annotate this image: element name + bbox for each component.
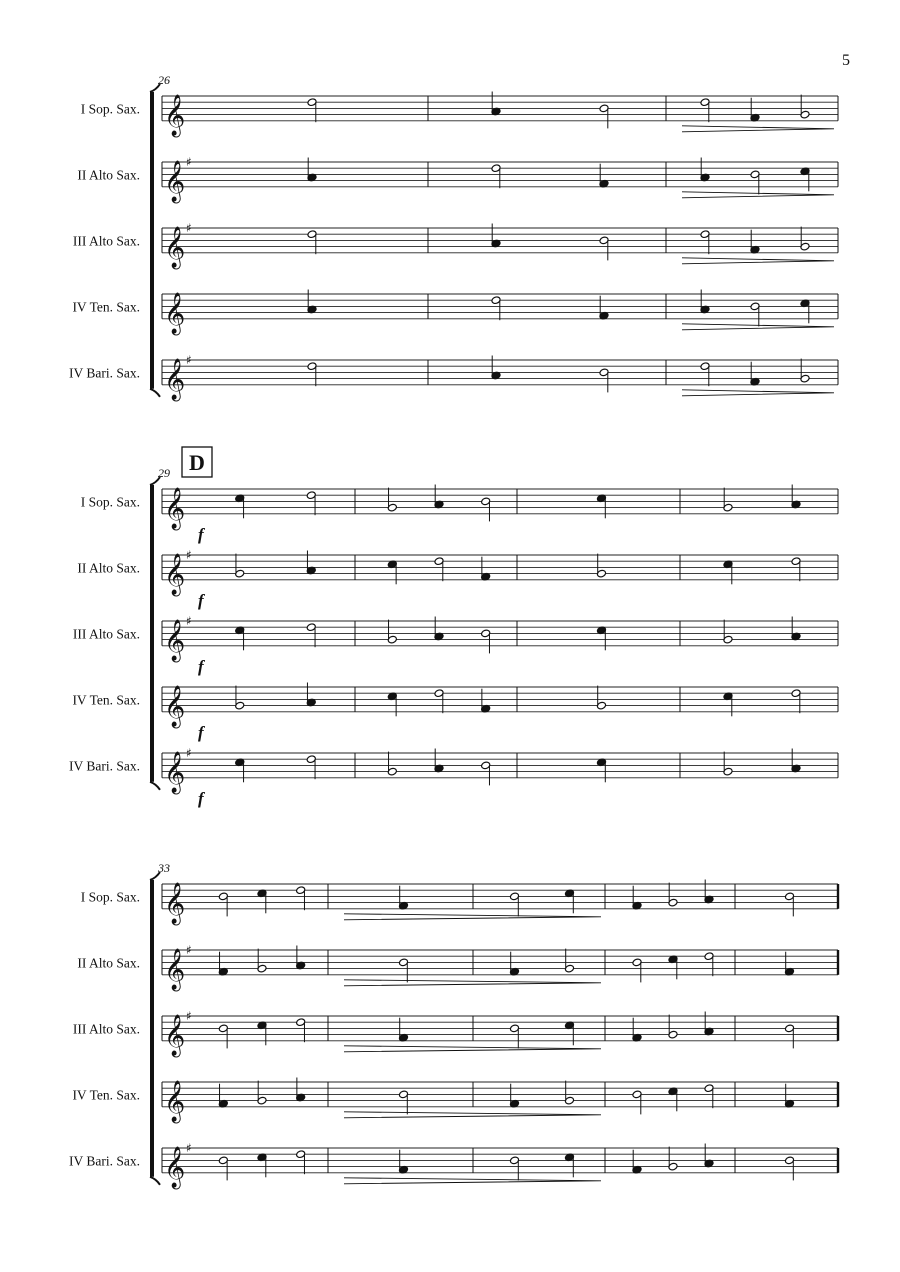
instrument-label: II Alto Sax. bbox=[77, 167, 140, 183]
bracket-bottom bbox=[150, 782, 160, 790]
instrument-label: II Alto Sax. bbox=[77, 560, 140, 576]
measure-number: 29 bbox=[158, 466, 170, 480]
system-1 bbox=[69, 73, 838, 401]
staff-5 bbox=[69, 746, 838, 808]
staff-5 bbox=[69, 1141, 838, 1189]
treble-clef-icon: 𝄞 bbox=[164, 685, 186, 727]
hairpin bbox=[682, 324, 834, 330]
system-2 bbox=[69, 447, 838, 808]
sharp-icon: ♯ bbox=[186, 943, 192, 957]
bracket-top bbox=[150, 477, 160, 485]
sharp-icon: ♯ bbox=[186, 614, 192, 628]
sharp-icon: ♯ bbox=[186, 548, 192, 562]
instrument-label: IV Bari. Sax. bbox=[69, 1153, 140, 1169]
staff-1 bbox=[81, 92, 838, 137]
instrument-label: IV Bari. Sax. bbox=[69, 758, 140, 774]
staff-2 bbox=[77, 943, 838, 991]
instrument-label: III Alto Sax. bbox=[72, 1021, 140, 1037]
dynamic-marking: f bbox=[198, 722, 204, 742]
sharp-icon: ♯ bbox=[186, 746, 192, 760]
instrument-label: I Sop. Sax. bbox=[80, 101, 140, 117]
hairpin bbox=[344, 1178, 601, 1184]
treble-clef-icon: 𝄞 bbox=[164, 1014, 186, 1056]
instrument-label: I Sop. Sax. bbox=[80, 494, 140, 510]
staff-2 bbox=[77, 548, 838, 610]
treble-clef-icon: 𝄞 bbox=[164, 226, 186, 268]
dynamic-marking: f bbox=[198, 656, 204, 676]
dynamic-marking: f bbox=[198, 590, 204, 610]
hairpin bbox=[682, 126, 834, 132]
page-number: 5 bbox=[842, 52, 850, 69]
instrument-label: III Alto Sax. bbox=[72, 626, 140, 642]
system-3 bbox=[69, 861, 838, 1189]
instrument-label: IV Ten. Sax. bbox=[72, 299, 140, 315]
treble-clef-icon: 𝄞 bbox=[164, 160, 186, 202]
rehearsal-mark: D bbox=[189, 450, 205, 475]
hairpin bbox=[344, 980, 601, 986]
hairpin bbox=[682, 192, 834, 198]
sharp-icon: ♯ bbox=[186, 353, 192, 367]
bracket-bottom bbox=[150, 389, 160, 397]
bracket-top bbox=[150, 872, 160, 880]
staff-4 bbox=[72, 290, 838, 335]
treble-clef-icon: 𝄞 bbox=[164, 882, 186, 924]
staff-4 bbox=[72, 683, 838, 742]
treble-clef-icon: 𝄞 bbox=[164, 487, 186, 529]
instrument-label: II Alto Sax. bbox=[77, 955, 140, 971]
treble-clef-icon: 𝄞 bbox=[164, 292, 186, 334]
measure-number: 33 bbox=[158, 861, 170, 875]
staff-5 bbox=[69, 353, 838, 401]
treble-clef-icon: 𝄞 bbox=[164, 553, 186, 595]
treble-clef-icon: 𝄞 bbox=[164, 751, 186, 793]
staff-3 bbox=[73, 1009, 838, 1057]
instrument-label: IV Ten. Sax. bbox=[72, 692, 140, 708]
instrument-label: IV Ten. Sax. bbox=[72, 1087, 140, 1103]
staff-2 bbox=[77, 155, 838, 203]
hairpin bbox=[344, 1112, 601, 1118]
sharp-icon: ♯ bbox=[186, 1009, 192, 1023]
staff-1 bbox=[81, 485, 838, 544]
bracket-top bbox=[150, 84, 160, 92]
sharp-icon: ♯ bbox=[186, 221, 192, 235]
measure-number: 26 bbox=[158, 73, 170, 87]
hairpin bbox=[344, 914, 601, 920]
dynamic-marking: f bbox=[198, 788, 204, 808]
instrument-label: I Sop. Sax. bbox=[80, 889, 140, 905]
treble-clef-icon: 𝄞 bbox=[164, 1146, 186, 1188]
dynamic-marking: f bbox=[198, 524, 204, 544]
instrument-label: IV Bari. Sax. bbox=[69, 365, 140, 381]
treble-clef-icon: 𝄞 bbox=[164, 94, 186, 136]
treble-clef-icon: 𝄞 bbox=[164, 948, 186, 990]
hairpin bbox=[682, 390, 834, 396]
staff-3 bbox=[73, 221, 838, 269]
hairpin bbox=[344, 1046, 601, 1052]
hairpin bbox=[682, 258, 834, 264]
staff-3 bbox=[73, 614, 838, 676]
bracket-bottom bbox=[150, 1177, 160, 1185]
treble-clef-icon: 𝄞 bbox=[164, 358, 186, 400]
treble-clef-icon: 𝄞 bbox=[164, 1080, 186, 1122]
treble-clef-icon: 𝄞 bbox=[164, 619, 186, 661]
staff-1 bbox=[81, 880, 838, 925]
instrument-label: III Alto Sax. bbox=[72, 233, 140, 249]
sharp-icon: ♯ bbox=[186, 1141, 192, 1155]
sharp-icon: ♯ bbox=[186, 155, 192, 169]
staff-4 bbox=[72, 1078, 838, 1123]
